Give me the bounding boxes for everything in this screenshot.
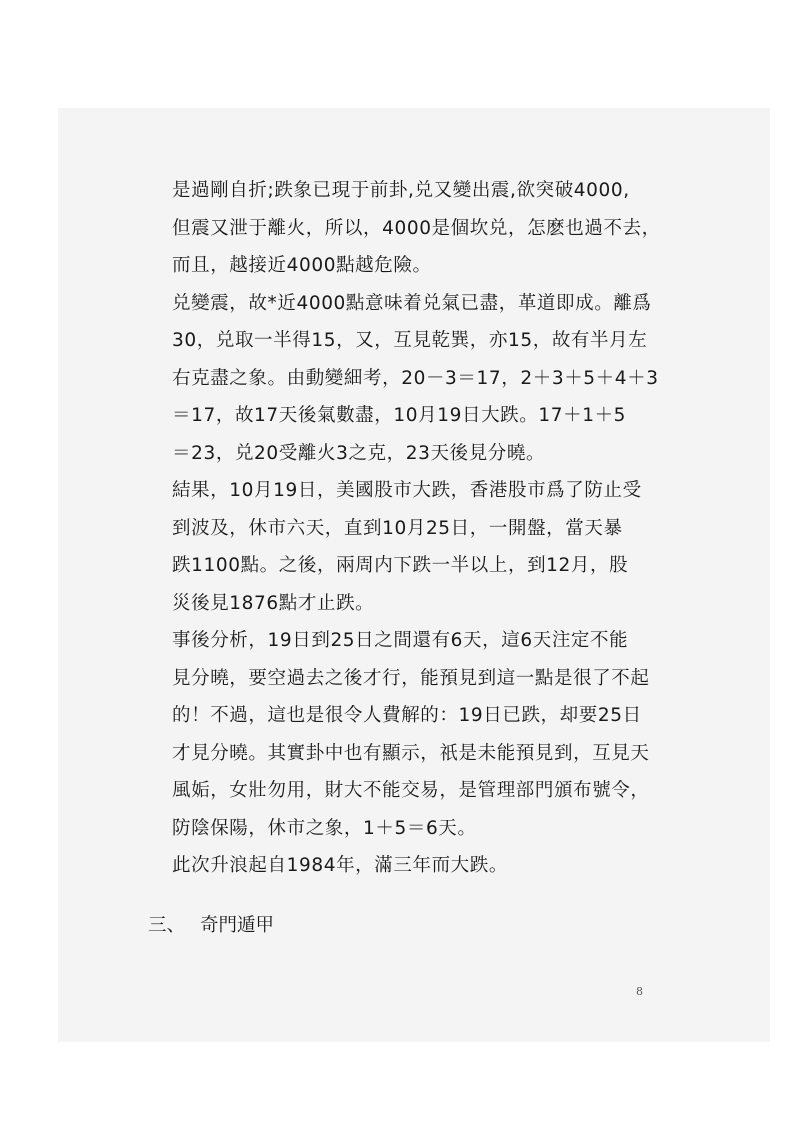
text-line: 到波及，休市六天，直到10月25日，一開盤，當天暴 [172,517,623,539]
text-line: 防陰保陽，休市之象，1＋5＝6天。 [172,817,477,839]
section-title: 奇門遁甲 [200,915,275,936]
text-line: 30，兑取一半得15，又，互見乾巽，亦15，故有半月左 [172,330,648,351]
text-line: 兑變震，故*近4000點意味着兑氣已盡，革道即成。離爲 [172,292,652,314]
section-number: 三、 [148,915,186,936]
text-line: 右克盡之象。由動變細考，20－3＝17，2＋3＋5＋4＋3 [172,367,659,389]
page-number: 8 [636,985,643,998]
text-line: 見分曉，要空過去之後才行，能預見到這一點是很了不起 [172,667,650,689]
text-line: ＝17，故17天後氣數盡，10月19日大跌。17＋1＋5 [172,405,627,426]
body-text [172,172,661,885]
text-line: 才見分曉。其實卦中也有顯示，祇是未能預見到，互見天 [172,742,650,764]
text-line: 此次升浪起自1984年，滿三年而大跌。 [172,855,508,876]
text-line: ＝23，兑20受離火3之克，23天後見分曉。 [172,442,546,464]
text-line: 風姤，女壯勿用，財大不能交易，是管理部門頒布號令， [172,780,650,801]
section-heading [148,908,274,944]
text-line: 的！不過，這也是很令人費解的：19日已跌，却要25日 [172,705,642,726]
text-line: 但震又泄于離火，所以，4000是個坎兑，怎麽也過不去， [172,217,661,239]
text-line: 跌1100點。之後，兩周内下跌一半以上，到12月，股 [172,555,629,576]
text-line: 結果，10月19日，美國股市大跌，香港股市爲了防止受 [172,480,642,501]
text-line: 而且，越接近4000點越危險。 [172,255,432,276]
text-line: 災後見1876點才止跌。 [172,592,375,614]
text-line: 事後分析，19日到25日之間還有6天，這6天注定不能 [172,630,629,651]
text-line: 是過剛自折;跌象已現于前卦,兑又變出震,欲突破4000, [172,180,630,201]
